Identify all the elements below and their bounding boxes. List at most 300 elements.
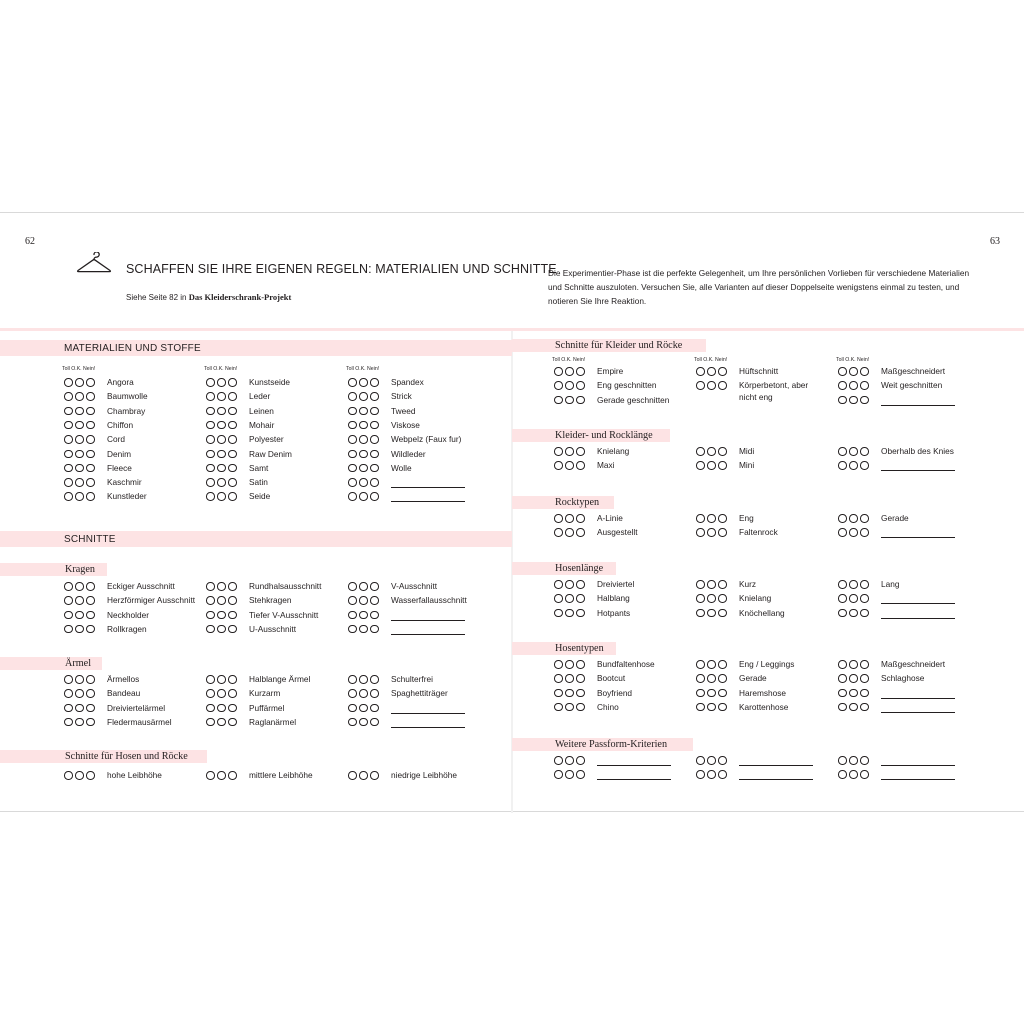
write-in-line[interactable] xyxy=(881,765,955,766)
rating-nein-circle[interactable] xyxy=(576,367,585,376)
rating-ok-circle[interactable] xyxy=(359,611,368,620)
rating-toll-circle[interactable] xyxy=(348,704,357,713)
rating-nein-circle[interactable] xyxy=(718,367,727,376)
rating-toll-circle[interactable] xyxy=(348,582,357,591)
rating-nein-circle[interactable] xyxy=(228,450,237,459)
rating-toll-circle[interactable] xyxy=(696,447,705,456)
rating-nein-circle[interactable] xyxy=(860,447,869,456)
rating-ok-circle[interactable] xyxy=(217,611,226,620)
rating-toll-circle[interactable] xyxy=(696,703,705,712)
rating-toll-circle[interactable] xyxy=(554,609,563,618)
rating-toll-circle[interactable] xyxy=(64,421,73,430)
rating-ok-circle[interactable] xyxy=(75,704,84,713)
rating-nein-circle[interactable] xyxy=(228,421,237,430)
rating-nein-circle[interactable] xyxy=(860,689,869,698)
rating-nein-circle[interactable] xyxy=(86,704,95,713)
write-in-line[interactable] xyxy=(881,698,955,699)
rating-nein-circle[interactable] xyxy=(718,756,727,765)
rating-toll-circle[interactable] xyxy=(696,674,705,683)
rating-nein-circle[interactable] xyxy=(370,407,379,416)
rating-nein-circle[interactable] xyxy=(370,596,379,605)
rating-toll-circle[interactable] xyxy=(554,461,563,470)
rating-nein-circle[interactable] xyxy=(718,674,727,683)
write-in-line[interactable] xyxy=(391,620,465,621)
rating-toll-circle[interactable] xyxy=(206,771,215,780)
rating-toll-circle[interactable] xyxy=(696,580,705,589)
rating-nein-circle[interactable] xyxy=(576,660,585,669)
rating-toll-circle[interactable] xyxy=(348,464,357,473)
rating-nein-circle[interactable] xyxy=(86,407,95,416)
rating-toll-circle[interactable] xyxy=(64,464,73,473)
rating-ok-circle[interactable] xyxy=(849,514,858,523)
rating-toll-circle[interactable] xyxy=(554,447,563,456)
rating-nein-circle[interactable] xyxy=(576,609,585,618)
write-in-line[interactable] xyxy=(881,712,955,713)
rating-nein-circle[interactable] xyxy=(718,447,727,456)
rating-ok-circle[interactable] xyxy=(707,447,716,456)
rating-toll-circle[interactable] xyxy=(64,771,73,780)
rating-toll-circle[interactable] xyxy=(696,381,705,390)
rating-toll-circle[interactable] xyxy=(348,407,357,416)
rating-ok-circle[interactable] xyxy=(75,582,84,591)
rating-nein-circle[interactable] xyxy=(86,689,95,698)
rating-ok-circle[interactable] xyxy=(217,675,226,684)
rating-nein-circle[interactable] xyxy=(860,609,869,618)
rating-nein-circle[interactable] xyxy=(370,492,379,501)
rating-nein-circle[interactable] xyxy=(370,478,379,487)
rating-toll-circle[interactable] xyxy=(348,450,357,459)
rating-ok-circle[interactable] xyxy=(707,594,716,603)
rating-toll-circle[interactable] xyxy=(838,609,847,618)
rating-ok-circle[interactable] xyxy=(75,611,84,620)
rating-ok-circle[interactable] xyxy=(359,435,368,444)
rating-toll-circle[interactable] xyxy=(64,689,73,698)
rating-nein-circle[interactable] xyxy=(576,689,585,698)
rating-ok-circle[interactable] xyxy=(359,704,368,713)
rating-toll-circle[interactable] xyxy=(554,381,563,390)
rating-nein-circle[interactable] xyxy=(576,514,585,523)
rating-ok-circle[interactable] xyxy=(707,461,716,470)
rating-toll-circle[interactable] xyxy=(838,756,847,765)
rating-ok-circle[interactable] xyxy=(359,464,368,473)
rating-nein-circle[interactable] xyxy=(718,609,727,618)
rating-nein-circle[interactable] xyxy=(86,450,95,459)
rating-nein-circle[interactable] xyxy=(370,421,379,430)
rating-toll-circle[interactable] xyxy=(838,528,847,537)
rating-toll-circle[interactable] xyxy=(206,704,215,713)
rating-ok-circle[interactable] xyxy=(75,478,84,487)
rating-nein-circle[interactable] xyxy=(228,492,237,501)
rating-toll-circle[interactable] xyxy=(838,674,847,683)
rating-nein-circle[interactable] xyxy=(370,704,379,713)
rating-toll-circle[interactable] xyxy=(206,718,215,727)
rating-ok-circle[interactable] xyxy=(359,582,368,591)
rating-ok-circle[interactable] xyxy=(849,756,858,765)
rating-nein-circle[interactable] xyxy=(228,625,237,634)
rating-nein-circle[interactable] xyxy=(576,580,585,589)
rating-nein-circle[interactable] xyxy=(718,381,727,390)
rating-toll-circle[interactable] xyxy=(554,594,563,603)
rating-nein-circle[interactable] xyxy=(576,447,585,456)
write-in-line[interactable] xyxy=(391,501,465,502)
rating-nein-circle[interactable] xyxy=(718,514,727,523)
rating-nein-circle[interactable] xyxy=(86,421,95,430)
rating-ok-circle[interactable] xyxy=(707,756,716,765)
rating-ok-circle[interactable] xyxy=(75,450,84,459)
rating-toll-circle[interactable] xyxy=(696,367,705,376)
rating-ok-circle[interactable] xyxy=(565,396,574,405)
write-in-line[interactable] xyxy=(881,537,955,538)
rating-ok-circle[interactable] xyxy=(75,421,84,430)
rating-ok-circle[interactable] xyxy=(565,674,574,683)
rating-toll-circle[interactable] xyxy=(348,718,357,727)
rating-toll-circle[interactable] xyxy=(554,514,563,523)
rating-ok-circle[interactable] xyxy=(565,594,574,603)
rating-toll-circle[interactable] xyxy=(64,392,73,401)
rating-ok-circle[interactable] xyxy=(565,756,574,765)
rating-toll-circle[interactable] xyxy=(206,596,215,605)
write-in-line[interactable] xyxy=(391,727,465,728)
rating-nein-circle[interactable] xyxy=(86,596,95,605)
rating-toll-circle[interactable] xyxy=(348,625,357,634)
rating-toll-circle[interactable] xyxy=(838,381,847,390)
write-in-line[interactable] xyxy=(597,779,671,780)
rating-toll-circle[interactable] xyxy=(64,478,73,487)
rating-ok-circle[interactable] xyxy=(565,514,574,523)
rating-nein-circle[interactable] xyxy=(86,771,95,780)
rating-ok-circle[interactable] xyxy=(849,396,858,405)
rating-ok-circle[interactable] xyxy=(217,625,226,634)
rating-toll-circle[interactable] xyxy=(696,461,705,470)
rating-nein-circle[interactable] xyxy=(576,594,585,603)
rating-toll-circle[interactable] xyxy=(838,461,847,470)
rating-toll-circle[interactable] xyxy=(554,689,563,698)
rating-ok-circle[interactable] xyxy=(565,528,574,537)
rating-ok-circle[interactable] xyxy=(217,435,226,444)
rating-nein-circle[interactable] xyxy=(860,594,869,603)
rating-nein-circle[interactable] xyxy=(86,625,95,634)
rating-nein-circle[interactable] xyxy=(718,461,727,470)
rating-nein-circle[interactable] xyxy=(370,378,379,387)
rating-toll-circle[interactable] xyxy=(838,447,847,456)
rating-nein-circle[interactable] xyxy=(228,478,237,487)
rating-toll-circle[interactable] xyxy=(348,421,357,430)
rating-ok-circle[interactable] xyxy=(565,770,574,779)
write-in-line[interactable] xyxy=(739,779,813,780)
rating-toll-circle[interactable] xyxy=(838,594,847,603)
rating-toll-circle[interactable] xyxy=(206,378,215,387)
rating-toll-circle[interactable] xyxy=(348,392,357,401)
rating-toll-circle[interactable] xyxy=(348,478,357,487)
rating-ok-circle[interactable] xyxy=(359,596,368,605)
rating-nein-circle[interactable] xyxy=(370,718,379,727)
rating-nein-circle[interactable] xyxy=(370,464,379,473)
rating-toll-circle[interactable] xyxy=(696,594,705,603)
rating-ok-circle[interactable] xyxy=(359,675,368,684)
rating-nein-circle[interactable] xyxy=(370,625,379,634)
rating-ok-circle[interactable] xyxy=(359,407,368,416)
rating-toll-circle[interactable] xyxy=(838,703,847,712)
rating-toll-circle[interactable] xyxy=(554,367,563,376)
rating-toll-circle[interactable] xyxy=(64,492,73,501)
rating-ok-circle[interactable] xyxy=(849,674,858,683)
rating-ok-circle[interactable] xyxy=(217,704,226,713)
rating-toll-circle[interactable] xyxy=(348,611,357,620)
rating-nein-circle[interactable] xyxy=(860,756,869,765)
rating-ok-circle[interactable] xyxy=(849,580,858,589)
rating-ok-circle[interactable] xyxy=(707,770,716,779)
rating-nein-circle[interactable] xyxy=(228,582,237,591)
rating-ok-circle[interactable] xyxy=(359,718,368,727)
rating-ok-circle[interactable] xyxy=(849,660,858,669)
rating-nein-circle[interactable] xyxy=(576,396,585,405)
rating-nein-circle[interactable] xyxy=(860,461,869,470)
rating-toll-circle[interactable] xyxy=(348,492,357,501)
rating-nein-circle[interactable] xyxy=(576,528,585,537)
rating-nein-circle[interactable] xyxy=(576,381,585,390)
rating-nein-circle[interactable] xyxy=(860,514,869,523)
rating-ok-circle[interactable] xyxy=(75,675,84,684)
rating-toll-circle[interactable] xyxy=(696,689,705,698)
rating-nein-circle[interactable] xyxy=(228,392,237,401)
rating-nein-circle[interactable] xyxy=(228,435,237,444)
rating-toll-circle[interactable] xyxy=(64,704,73,713)
rating-ok-circle[interactable] xyxy=(217,378,226,387)
rating-toll-circle[interactable] xyxy=(206,421,215,430)
rating-toll-circle[interactable] xyxy=(64,378,73,387)
rating-toll-circle[interactable] xyxy=(554,770,563,779)
rating-nein-circle[interactable] xyxy=(228,718,237,727)
rating-toll-circle[interactable] xyxy=(838,770,847,779)
rating-nein-circle[interactable] xyxy=(370,435,379,444)
rating-ok-circle[interactable] xyxy=(217,421,226,430)
rating-toll-circle[interactable] xyxy=(838,660,847,669)
rating-nein-circle[interactable] xyxy=(228,596,237,605)
rating-toll-circle[interactable] xyxy=(206,582,215,591)
rating-nein-circle[interactable] xyxy=(86,718,95,727)
rating-nein-circle[interactable] xyxy=(370,582,379,591)
rating-toll-circle[interactable] xyxy=(554,674,563,683)
rating-ok-circle[interactable] xyxy=(359,689,368,698)
rating-nein-circle[interactable] xyxy=(576,770,585,779)
rating-ok-circle[interactable] xyxy=(707,367,716,376)
write-in-line[interactable] xyxy=(881,470,955,471)
rating-ok-circle[interactable] xyxy=(217,478,226,487)
rating-ok-circle[interactable] xyxy=(359,392,368,401)
rating-ok-circle[interactable] xyxy=(217,718,226,727)
rating-ok-circle[interactable] xyxy=(849,381,858,390)
rating-nein-circle[interactable] xyxy=(370,689,379,698)
rating-toll-circle[interactable] xyxy=(64,582,73,591)
rating-ok-circle[interactable] xyxy=(75,689,84,698)
rating-ok-circle[interactable] xyxy=(707,381,716,390)
rating-toll-circle[interactable] xyxy=(206,450,215,459)
rating-toll-circle[interactable] xyxy=(64,611,73,620)
rating-nein-circle[interactable] xyxy=(86,611,95,620)
rating-nein-circle[interactable] xyxy=(860,674,869,683)
rating-toll-circle[interactable] xyxy=(206,611,215,620)
rating-nein-circle[interactable] xyxy=(228,611,237,620)
rating-nein-circle[interactable] xyxy=(86,582,95,591)
rating-ok-circle[interactable] xyxy=(849,447,858,456)
rating-nein-circle[interactable] xyxy=(860,396,869,405)
rating-toll-circle[interactable] xyxy=(554,756,563,765)
write-in-line[interactable] xyxy=(881,779,955,780)
rating-nein-circle[interactable] xyxy=(86,392,95,401)
rating-ok-circle[interactable] xyxy=(217,492,226,501)
rating-ok-circle[interactable] xyxy=(707,660,716,669)
write-in-line[interactable] xyxy=(881,603,955,604)
rating-ok-circle[interactable] xyxy=(849,594,858,603)
rating-ok-circle[interactable] xyxy=(359,450,368,459)
rating-nein-circle[interactable] xyxy=(370,675,379,684)
rating-nein-circle[interactable] xyxy=(228,378,237,387)
write-in-line[interactable] xyxy=(391,487,465,488)
rating-toll-circle[interactable] xyxy=(206,407,215,416)
rating-toll-circle[interactable] xyxy=(696,528,705,537)
rating-toll-circle[interactable] xyxy=(838,514,847,523)
rating-toll-circle[interactable] xyxy=(206,689,215,698)
rating-ok-circle[interactable] xyxy=(565,689,574,698)
rating-nein-circle[interactable] xyxy=(228,689,237,698)
rating-nein-circle[interactable] xyxy=(228,704,237,713)
rating-ok-circle[interactable] xyxy=(849,689,858,698)
rating-ok-circle[interactable] xyxy=(849,367,858,376)
rating-nein-circle[interactable] xyxy=(228,771,237,780)
rating-nein-circle[interactable] xyxy=(370,611,379,620)
rating-toll-circle[interactable] xyxy=(348,689,357,698)
rating-nein-circle[interactable] xyxy=(86,675,95,684)
rating-toll-circle[interactable] xyxy=(838,396,847,405)
rating-toll-circle[interactable] xyxy=(554,528,563,537)
rating-toll-circle[interactable] xyxy=(206,478,215,487)
write-in-line[interactable] xyxy=(739,765,813,766)
rating-ok-circle[interactable] xyxy=(359,421,368,430)
rating-ok-circle[interactable] xyxy=(217,582,226,591)
rating-nein-circle[interactable] xyxy=(86,478,95,487)
rating-toll-circle[interactable] xyxy=(696,770,705,779)
rating-toll-circle[interactable] xyxy=(696,660,705,669)
rating-nein-circle[interactable] xyxy=(576,674,585,683)
rating-ok-circle[interactable] xyxy=(217,407,226,416)
write-in-line[interactable] xyxy=(391,634,465,635)
rating-ok-circle[interactable] xyxy=(75,625,84,634)
rating-ok-circle[interactable] xyxy=(707,580,716,589)
rating-toll-circle[interactable] xyxy=(348,435,357,444)
rating-ok-circle[interactable] xyxy=(565,609,574,618)
rating-ok-circle[interactable] xyxy=(565,703,574,712)
rating-ok-circle[interactable] xyxy=(217,392,226,401)
rating-nein-circle[interactable] xyxy=(86,492,95,501)
rating-toll-circle[interactable] xyxy=(348,596,357,605)
rating-toll-circle[interactable] xyxy=(206,464,215,473)
rating-nein-circle[interactable] xyxy=(860,703,869,712)
rating-toll-circle[interactable] xyxy=(206,675,215,684)
rating-ok-circle[interactable] xyxy=(75,596,84,605)
rating-toll-circle[interactable] xyxy=(348,771,357,780)
rating-ok-circle[interactable] xyxy=(359,771,368,780)
rating-nein-circle[interactable] xyxy=(228,464,237,473)
rating-nein-circle[interactable] xyxy=(860,660,869,669)
rating-nein-circle[interactable] xyxy=(86,435,95,444)
rating-toll-circle[interactable] xyxy=(64,718,73,727)
rating-ok-circle[interactable] xyxy=(75,718,84,727)
rating-toll-circle[interactable] xyxy=(554,396,563,405)
rating-ok-circle[interactable] xyxy=(217,689,226,698)
rating-nein-circle[interactable] xyxy=(718,703,727,712)
rating-nein-circle[interactable] xyxy=(718,580,727,589)
rating-ok-circle[interactable] xyxy=(217,596,226,605)
rating-ok-circle[interactable] xyxy=(75,378,84,387)
rating-toll-circle[interactable] xyxy=(206,392,215,401)
rating-ok-circle[interactable] xyxy=(565,580,574,589)
rating-ok-circle[interactable] xyxy=(359,625,368,634)
rating-ok-circle[interactable] xyxy=(359,378,368,387)
rating-ok-circle[interactable] xyxy=(849,609,858,618)
rating-toll-circle[interactable] xyxy=(554,580,563,589)
rating-ok-circle[interactable] xyxy=(565,381,574,390)
rating-toll-circle[interactable] xyxy=(64,675,73,684)
rating-toll-circle[interactable] xyxy=(206,492,215,501)
rating-nein-circle[interactable] xyxy=(860,770,869,779)
write-in-line[interactable] xyxy=(881,618,955,619)
rating-nein-circle[interactable] xyxy=(86,378,95,387)
rating-ok-circle[interactable] xyxy=(849,703,858,712)
rating-toll-circle[interactable] xyxy=(554,660,563,669)
rating-nein-circle[interactable] xyxy=(370,392,379,401)
rating-nein-circle[interactable] xyxy=(576,703,585,712)
rating-nein-circle[interactable] xyxy=(718,770,727,779)
rating-ok-circle[interactable] xyxy=(217,450,226,459)
rating-nein-circle[interactable] xyxy=(370,450,379,459)
rating-ok-circle[interactable] xyxy=(75,492,84,501)
rating-toll-circle[interactable] xyxy=(206,625,215,634)
rating-nein-circle[interactable] xyxy=(860,528,869,537)
rating-nein-circle[interactable] xyxy=(370,771,379,780)
rating-nein-circle[interactable] xyxy=(228,407,237,416)
rating-toll-circle[interactable] xyxy=(64,625,73,634)
rating-toll-circle[interactable] xyxy=(206,435,215,444)
rating-nein-circle[interactable] xyxy=(576,756,585,765)
write-in-line[interactable] xyxy=(881,405,955,406)
rating-nein-circle[interactable] xyxy=(228,675,237,684)
rating-ok-circle[interactable] xyxy=(565,461,574,470)
rating-ok-circle[interactable] xyxy=(75,464,84,473)
rating-toll-circle[interactable] xyxy=(838,367,847,376)
rating-toll-circle[interactable] xyxy=(696,609,705,618)
rating-ok-circle[interactable] xyxy=(849,461,858,470)
rating-ok-circle[interactable] xyxy=(217,771,226,780)
rating-ok-circle[interactable] xyxy=(707,609,716,618)
rating-toll-circle[interactable] xyxy=(348,675,357,684)
rating-nein-circle[interactable] xyxy=(576,461,585,470)
rating-toll-circle[interactable] xyxy=(554,703,563,712)
rating-ok-circle[interactable] xyxy=(75,392,84,401)
rating-nein-circle[interactable] xyxy=(718,528,727,537)
rating-nein-circle[interactable] xyxy=(86,464,95,473)
rating-toll-circle[interactable] xyxy=(64,407,73,416)
rating-toll-circle[interactable] xyxy=(64,596,73,605)
write-in-line[interactable] xyxy=(391,713,465,714)
rating-toll-circle[interactable] xyxy=(696,756,705,765)
rating-ok-circle[interactable] xyxy=(707,528,716,537)
rating-ok-circle[interactable] xyxy=(565,447,574,456)
rating-ok-circle[interactable] xyxy=(565,367,574,376)
rating-nein-circle[interactable] xyxy=(860,381,869,390)
rating-nein-circle[interactable] xyxy=(718,660,727,669)
rating-ok-circle[interactable] xyxy=(707,674,716,683)
rating-ok-circle[interactable] xyxy=(359,492,368,501)
